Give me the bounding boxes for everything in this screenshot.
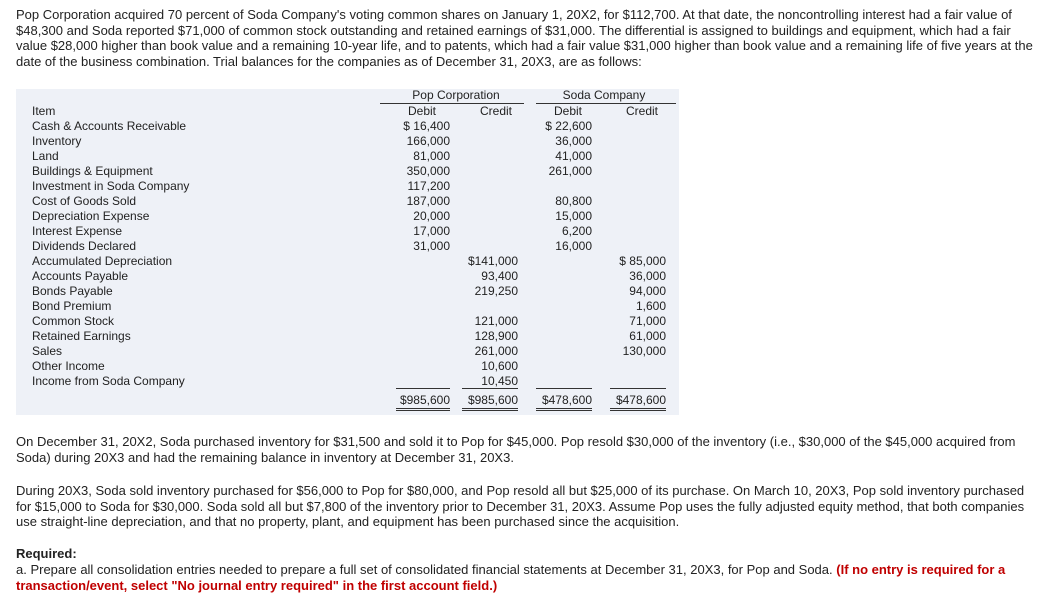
item-cell: Accumulated Depreciation — [32, 254, 173, 268]
pop-credit-header: Credit — [479, 104, 512, 118]
soda-credit-total: $478,600 — [615, 393, 666, 407]
intercompany-2x3-paragraph: During 20X3, Soda sold inventory purchased for $56,000 to Pop for $80,000, and Pop resold all but $25,000 of its purchase. On March 10, 20X3, Pop sold inventory purchased for $15,000 to Soda for $30,000. Soda sold all but $7,800 of the inventory prior to December 31, 20X3. Assume Pop uses the fully adjusted equity method, that both companies use straight-line depreciation, and that no property, plant, and equipment has been purchased since the acquisition. — [16, 483, 1025, 529]
item-cell: Interest Expense — [32, 224, 123, 238]
pop-credit-cell: 219,250 — [474, 284, 518, 298]
soda-credit-double-rule-1 — [610, 408, 666, 409]
soda-debit-total-rule — [536, 388, 592, 389]
pop-credit-total-rule — [462, 388, 518, 389]
pop-credit-double-rule-1 — [462, 408, 518, 409]
required-instruction — [16, 562, 1036, 593]
soda-debit-cell: 80,800 — [555, 194, 592, 208]
item-column-header: Item — [32, 104, 56, 118]
item-cell: Land — [32, 149, 59, 163]
pop-credit-cell: 261,000 — [474, 344, 518, 358]
pop-debit-cell: 166,000 — [406, 134, 450, 148]
soda-credit-cell: 61,000 — [629, 329, 666, 343]
pop-debit-total: $985,600 — [399, 393, 450, 407]
soda-credit-cell: 71,000 — [629, 314, 666, 328]
pop-debit-total-rule — [396, 388, 450, 389]
soda-credit-cell: $ 85,000 — [619, 254, 666, 268]
soda-debit-header: Debit — [553, 104, 582, 118]
soda-credit-double-rule-2 — [610, 410, 666, 411]
pop-credit-cell: 10,600 — [481, 359, 518, 373]
pop-debit-cell: 117,200 — [407, 179, 450, 193]
pop-credit-cell: 128,900 — [474, 329, 518, 343]
pop-credit-cell: 10,450 — [481, 374, 518, 388]
pop-credit-cell: $141,000 — [467, 254, 518, 268]
pop-credit-cell: 121,000 — [474, 314, 518, 328]
soda-debit-cell: 41,000 — [555, 149, 592, 163]
item-cell: Accounts Payable — [32, 269, 129, 283]
item-cell: Inventory — [32, 134, 82, 148]
item-cell: Cost of Goods Sold — [32, 194, 137, 208]
pop-debit-cell: 81,000 — [413, 149, 450, 163]
pop-debit-double-rule-2 — [396, 410, 450, 411]
soda-credit-total-rule — [610, 388, 666, 389]
soda-debit-cell: 15,000 — [555, 209, 592, 223]
intro-paragraph: Pop Corporation acquired 70 percent of Soda Company's voting common shares on January 1, 20X2, for $112,700. At that date, the noncontrolling interest had a fair value of $48,300 and Soda reported $71,000 of common stock outstanding and retained earnings of $31,000. The differential is assigned to buildings and equipment, which had a fair value $28,000 higher than book value and a remaining 10-year life, and to patents, which had a fair value $31,000 higher than book value and a remaining life of five years at the date of the business combination. Trial balances for the companies as of December 31, 20X3, are as follows: — [16, 7, 1033, 69]
pop-debit-cell: 17,000 — [413, 224, 450, 238]
pop-debit-double-rule-1 — [396, 408, 450, 409]
pop-debit-cell: 350,000 — [406, 164, 450, 178]
item-cell: Dividends Declared — [32, 239, 137, 253]
pop-debit-cell: $ 16,400 — [403, 119, 450, 133]
required-heading: Required: — [16, 546, 77, 561]
pop-credit-cell: 93,400 — [481, 269, 518, 283]
soda-debit-cell: 36,000 — [555, 134, 592, 148]
item-cell: Buildings & Equipment — [32, 164, 153, 178]
pop-credit-total: $985,600 — [467, 393, 518, 407]
pop-credit-double-rule-2 — [462, 410, 518, 411]
item-cell: Depreciation Expense — [32, 209, 150, 223]
soda-debit-double-rule-2 — [536, 410, 592, 411]
soda-credit-cell: 1,600 — [635, 299, 666, 313]
soda-credit-cell: 94,000 — [629, 284, 666, 298]
item-cell: Retained Earnings — [32, 329, 131, 343]
item-cell: Sales — [32, 344, 63, 358]
item-cell: Cash & Accounts Receivable — [32, 119, 187, 133]
item-cell: Bonds Payable — [32, 284, 113, 298]
item-cell: Other Income — [32, 359, 105, 373]
soda-debit-cell: 6,200 — [561, 224, 592, 238]
soda-debit-total: $478,600 — [541, 393, 592, 407]
item-cell: Bond Premium — [32, 299, 112, 313]
soda-credit-header: Credit — [625, 104, 658, 118]
item-cell: Investment in Soda Company — [32, 179, 190, 193]
soda-debit-cell: $ 22,600 — [545, 119, 592, 133]
soda-debit-cell: 16,000 — [555, 239, 592, 253]
required-text: a. Prepare all consolidation entries needed to prepare a full set of consolidated financial statements at December 31, 20X3, for Pop and Soda. — [16, 562, 833, 577]
pop-debit-cell: 20,000 — [413, 209, 450, 223]
intercompany-2x2-paragraph: On December 31, 20X2, Soda purchased inventory for $31,500 and sold it to Pop for $45,000. Pop resold $30,000 of the inventory (i.e., $30,000 of the $45,000 acquired from Soda) during 20X3 and had the remaining balance in inventory at December 31, 20X3. — [16, 434, 1016, 465]
pop-debit-cell: 187,000 — [406, 194, 450, 208]
required-note: (If no entry is required for a transaction/event, select "No journal entry required" in the first account field.) — [16, 562, 1006, 593]
soda-credit-cell: 130,000 — [622, 344, 666, 358]
item-cell: Income from Soda Company — [32, 374, 185, 388]
soda-debit-cell: 261,000 — [548, 164, 592, 178]
pop-debit-header: Debit — [407, 104, 436, 118]
pop-corporation-header: Pop Corporation — [412, 88, 500, 102]
pop-debit-cell: 31,000 — [413, 239, 450, 253]
item-cell: Common Stock — [32, 314, 115, 328]
soda-credit-cell: 36,000 — [629, 269, 666, 283]
soda-company-header: Soda Company — [562, 88, 646, 102]
trial-balance-table — [16, 89, 680, 415]
soda-debit-double-rule-1 — [536, 408, 592, 409]
